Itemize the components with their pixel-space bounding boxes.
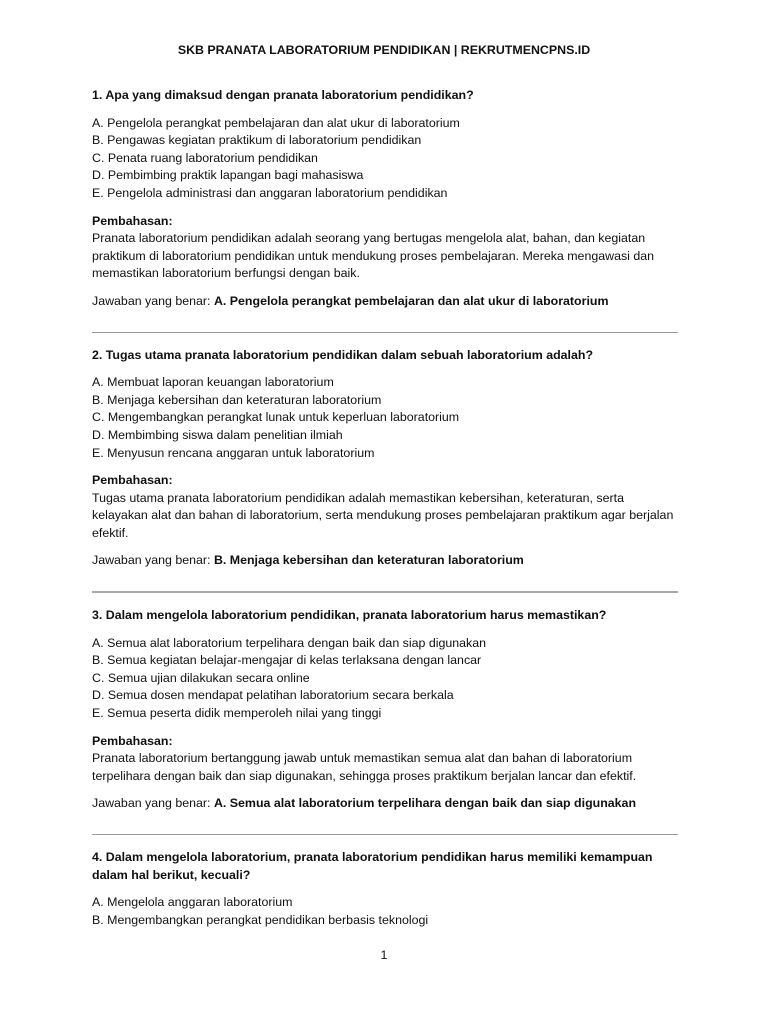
section-divider xyxy=(92,591,678,593)
pembahasan-text: Pranata laboratorium pendidikan adalah seorang yang bertugas mengelola alat, bahan, dan kegiatan praktikum di laboratorium pendidikan untuk mendukung proses pembelajaran. Mereka mengawasi dan memastikan laboratorium berfungsi dengan baik. xyxy=(92,231,655,281)
option-e: E. Semua peserta didik memperoleh nilai yang tinggi xyxy=(92,706,382,721)
answer-value: A. Semua alat laboratorium terpelihara dengan baik dan siap digunakan xyxy=(213,796,637,811)
option-b: B. Semua kegiatan belajar-mengajar di kelas terlaksana dengan lancar xyxy=(92,653,482,668)
question-text: 4. Dalam mengelola laboratorium, pranata laboratorium pendidikan harus memiliki kemampuan dalam hal berikut, kecuali? xyxy=(92,850,653,882)
option-d: D. Pembimbing praktik lapangan bagi mahasiswa xyxy=(92,168,364,183)
question-text: 1. Apa yang dimaksud dengan pranata laboratorium pendidikan? xyxy=(92,88,474,102)
question-text: 3. Dalam mengelola laboratorium pendidikan, pranata laboratorium harus memastikan? xyxy=(92,608,607,623)
answer-line xyxy=(92,552,678,570)
answer-value: B. Menjaga kebersihan dan keteraturan laboratorium xyxy=(213,553,524,568)
options-list xyxy=(92,115,678,203)
option-a: A. Membuat laporan keuangan laboratorium xyxy=(92,375,334,390)
section-divider xyxy=(92,332,678,333)
question-block-3 xyxy=(92,607,678,813)
question-block-4 xyxy=(92,849,678,929)
option-a: A. Mengelola anggaran laboratorium xyxy=(92,895,293,910)
pembahasan-label: Pembahasan: xyxy=(92,213,173,228)
option-a: A. Pengelola perangkat pembelajaran dan alat ukur di laboratorium xyxy=(92,115,460,130)
options-list xyxy=(92,635,678,723)
question-block-1 xyxy=(92,87,678,311)
answer-value: A. Pengelola perangkat pembelajaran dan alat ukur di laboratorium xyxy=(213,293,609,308)
option-c: C. Semua ujian dilakukan secara online xyxy=(92,670,310,685)
page-number: 1 xyxy=(380,948,388,962)
document-body xyxy=(92,87,678,939)
option-d: D. Semua dosen mendapat pelatihan laboratorium secara berkala xyxy=(92,688,454,703)
section-divider xyxy=(92,834,678,835)
option-e: E. Menyusun rencana anggaran untuk laboratorium xyxy=(92,445,375,460)
page-title: SKB PRANATA LABORATORIUM PENDIDIKAN | REKRUTMENCPNS.ID xyxy=(177,43,591,57)
question-block-2 xyxy=(92,347,678,571)
answer-line xyxy=(92,293,678,311)
options-list xyxy=(92,374,678,462)
answer-prefix: Jawaban yang benar: xyxy=(92,796,214,811)
answer-line xyxy=(92,795,678,813)
option-b: B. Menjaga kebersihan dan keteraturan laboratorium xyxy=(92,392,382,407)
answer-prefix: Jawaban yang benar: xyxy=(92,553,214,568)
option-c: C. Mengembangkan perangkat lunak untuk keperluan laboratorium xyxy=(92,410,460,425)
option-b: B. Pengawas kegiatan praktikum di laboratorium pendidikan xyxy=(92,133,422,148)
pembahasan-label: Pembahasan: xyxy=(92,733,173,748)
option-a: A. Semua alat laboratorium terpelihara dengan baik dan siap digunakan xyxy=(92,635,487,650)
option-e: E. Pengelola administrasi dan anggaran laboratorium pendidikan xyxy=(92,185,448,200)
option-b: B. Mengembangkan perangkat pendidikan berbasis teknologi xyxy=(92,912,429,927)
pembahasan-text: Tugas utama pranata laboratorium pendidikan adalah memastikan kebersihan, keteraturan, serta kelayakan alat dan bahan di laboratorium, serta mendukung proses pembelajaran praktikum agar berjalan efektif. xyxy=(92,490,674,540)
answer-prefix: Jawaban yang benar: xyxy=(92,293,214,308)
options-list xyxy=(92,894,678,929)
option-d: D. Membimbing siswa dalam penelitian ilmiah xyxy=(92,427,343,442)
pembahasan-text: Pranata laboratorium bertanggung jawab untuk memastikan semua alat dan bahan di laboratorium terpelihara dengan baik dan siap digunakan, sehingga proses praktikum berjalan lancar dan efektif. xyxy=(92,751,637,783)
question-text: 2. Tugas utama pranata laboratorium pendidikan dalam sebuah laboratorium adalah? xyxy=(92,347,594,362)
pembahasan-label: Pembahasan: xyxy=(92,473,173,488)
option-c: C. Penata ruang laboratorium pendidikan xyxy=(92,150,318,165)
